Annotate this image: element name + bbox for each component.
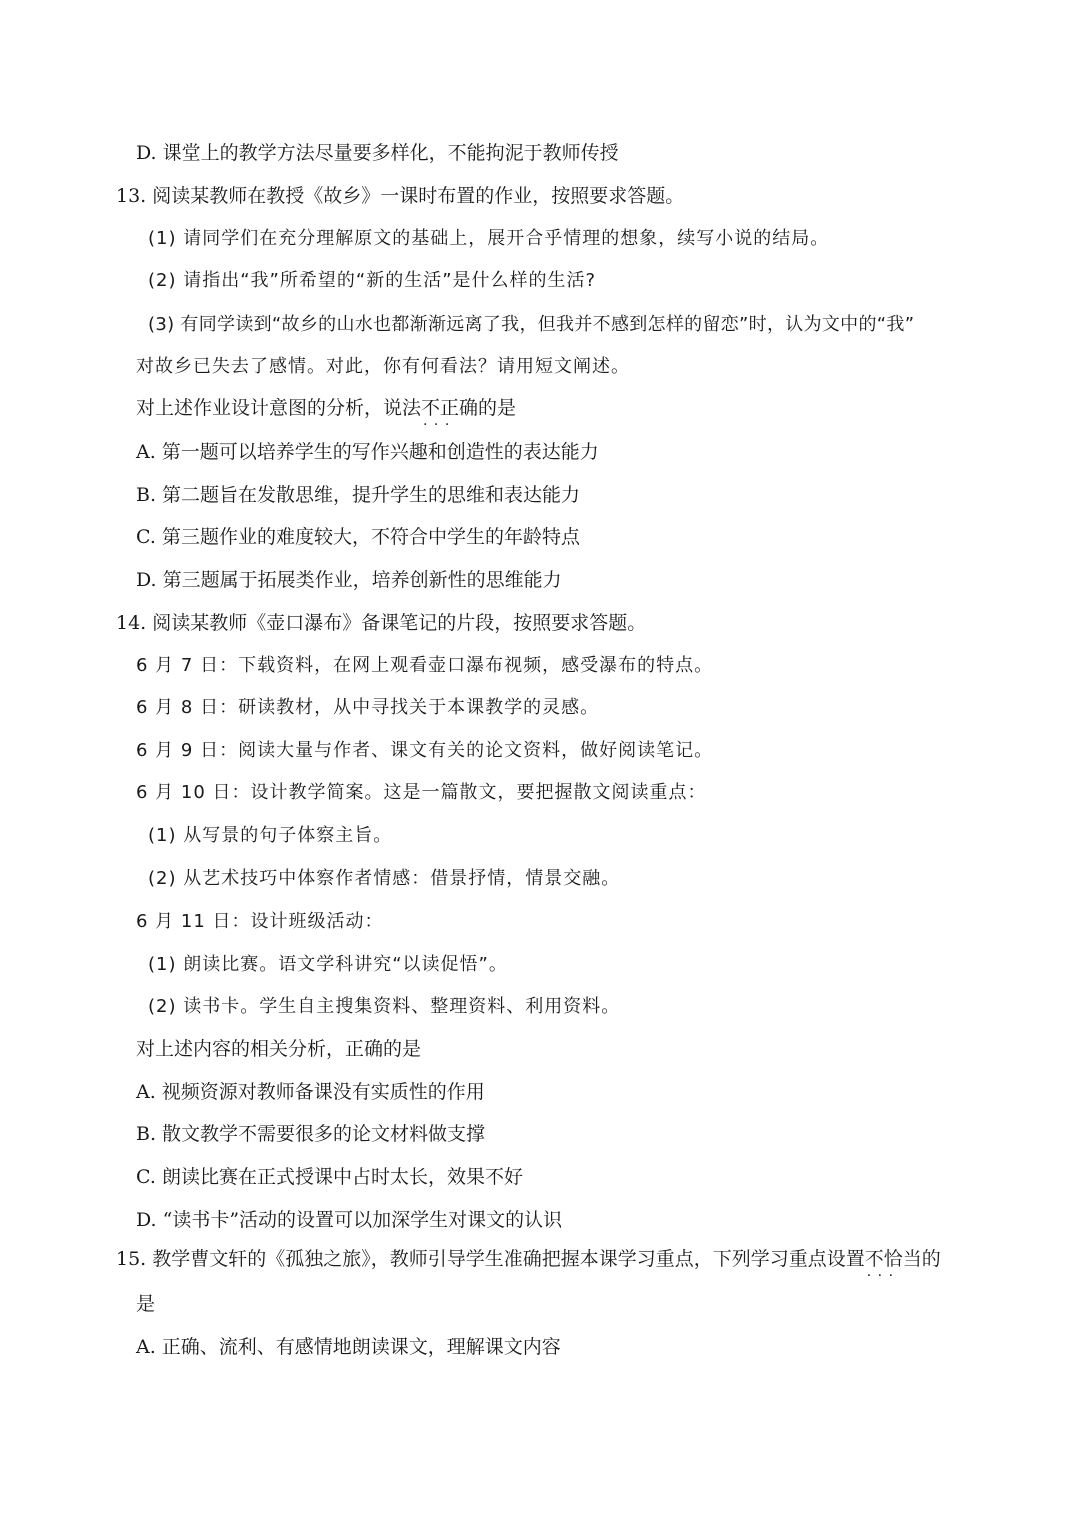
q13-option-d: D. 第三题属于拓展类作业，培养创新性的思维能力 <box>136 569 562 591</box>
q14-note-0608: 6 月 8 日：研读教材，从中寻找关于本课教学的灵感。 <box>136 697 600 718</box>
q14-note-0611-sub1: (1) 朗读比赛。语文学科讲究“以读促悟”。 <box>148 954 508 975</box>
q13-question-pre: 对上述作业设计意图的分析，说法 <box>136 397 422 419</box>
q13-option-a: A. 第一题可以培养学生的写作兴趣和创造性的表达能力 <box>136 441 599 463</box>
q14-option-c: C. 朗读比赛在正式授课中占时太长，效果不好 <box>136 1166 523 1188</box>
q14-stem: 14. 阅读某教师《壶口瀑布》备课笔记的片段，按照要求答题。 <box>116 612 647 634</box>
q13-option-c: C. 第三题作业的难度较大，不符合中学生的年龄特点 <box>136 526 580 548</box>
q15-stem-cont: 是 <box>136 1293 156 1315</box>
q13-option-b: B. 第二题旨在发散思维，提升学生的思维和表达能力 <box>136 484 581 506</box>
q15-stem <box>116 1247 941 1271</box>
q13-stem: 13. 阅读某教师在教授《故乡》一课时布置的作业，按照要求答题。 <box>116 185 685 207</box>
q14-note-0610-sub2: (2) 从艺术技巧中体察作者情感：借景抒情，情景交融。 <box>148 868 621 889</box>
q12-option-d: D. 课堂上的教学方法尽量要多样化，不能拘泥于教师传授 <box>136 142 619 164</box>
q13-question <box>136 396 516 420</box>
q15-stem-emphasis: 不恰当 · · · <box>865 1248 922 1270</box>
q14-note-0610-sub1: (1) 从写景的句子体察主旨。 <box>148 825 393 846</box>
q13-item-2: (2) 请指出“我”所希望的“新的生活”是什么样的生活? <box>148 270 597 291</box>
q13-question-emphasis: 不正确 · · · <box>421 397 478 419</box>
q15-option-a: A. 正确、流利、有感情地朗读课文，理解课文内容 <box>136 1336 561 1358</box>
q13-question-post: 的是 <box>478 397 517 419</box>
q14-note-0607: 6 月 7 日：下载资料，在网上观看壶口瀑布视频，感受瀑布的特点。 <box>136 655 714 676</box>
q13-item-3-cont: 对故乡已失去了感情。对此，你有何看法？请用短文阐述。 <box>136 356 630 377</box>
q15-stem-post: 的 <box>921 1248 941 1270</box>
q14-note-0611-sub2: (2) 读书卡。学生自主搜集资料、整理资料、利用资料。 <box>148 996 621 1017</box>
q14-note-0611: 6 月 11 日：设计班级活动： <box>136 911 384 932</box>
q13-item-3: (3) 有同学读到“故乡的山水也都渐渐远离了我，但我并不感到怎样的留恋”时，认为文中的“我” <box>148 314 915 335</box>
q14-question: 对上述内容的相关分析，正确的是 <box>136 1038 422 1060</box>
q13-item-1: (1) 请同学们在充分理解原文的基础上，展开合乎情理的想象，续写小说的结局。 <box>148 228 830 249</box>
q14-option-d: D. “读书卡”活动的设置可以加深学生对课文的认识 <box>136 1209 563 1231</box>
q14-option-a: A. 视频资源对教师备课没有实质性的作用 <box>136 1081 485 1103</box>
q15-stem-pre: 15. 教学曹文轩的《孤独之旅》，教师引导学生准确把握本课学习重点，下列学习重点设置 <box>116 1248 865 1270</box>
q14-note-0610: 6 月 10 日：设计教学简案。这是一篇散文，要把握散文阅读重点： <box>136 782 707 803</box>
q14-note-0609: 6 月 9 日：阅读大量与作者、课文有关的论文资料，做好阅读笔记。 <box>136 740 714 761</box>
q14-option-b: B. 散文教学不需要很多的论文材料做支撑 <box>136 1123 486 1145</box>
